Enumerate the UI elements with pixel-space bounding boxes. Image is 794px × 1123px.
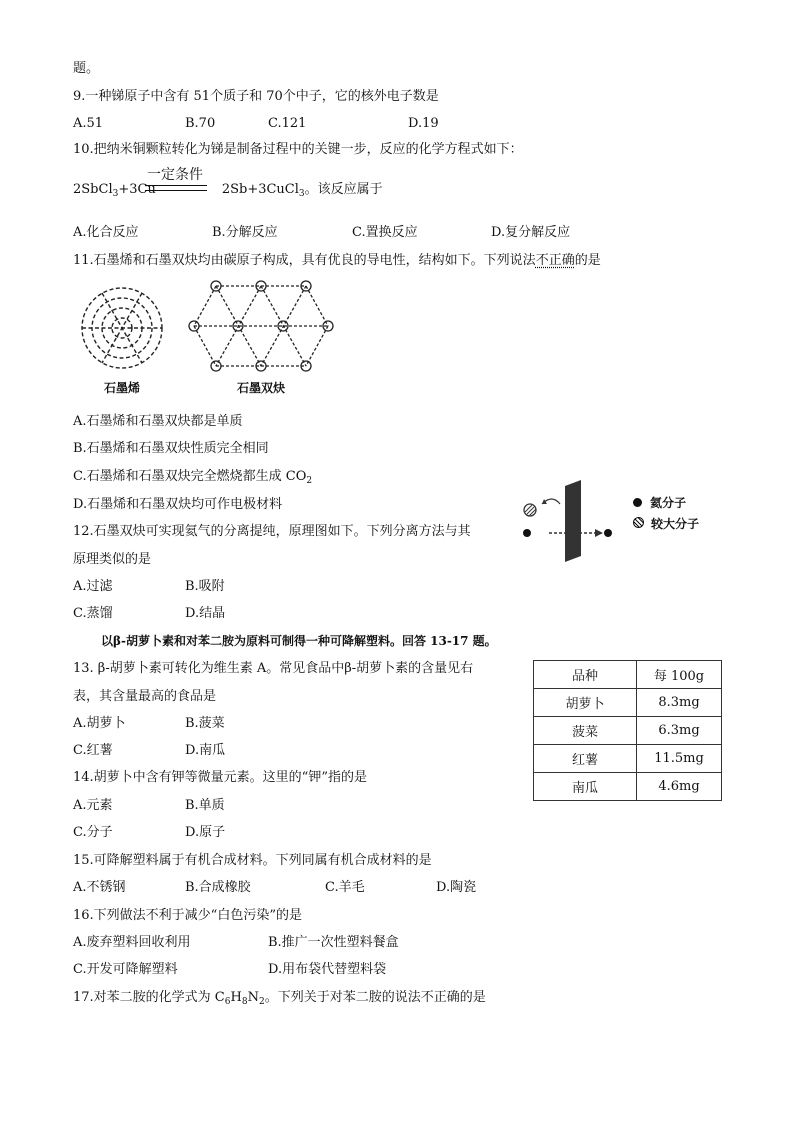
q12-option-c: C.蒸馏 bbox=[73, 606, 113, 621]
q9-option-c: C.121 bbox=[268, 116, 307, 131]
reaction-equation bbox=[73, 181, 383, 203]
q16-option-d: D.用布袋代替塑料袋 bbox=[268, 962, 387, 977]
table-header-row bbox=[534, 661, 722, 689]
section-intro: 以β-胡萝卜素和对苯二胺为原料可制得一种可降解塑料。回答 13-17 题。 bbox=[101, 634, 497, 648]
q12-stem-line2: 原理类似的是 bbox=[73, 552, 152, 567]
table-cell-amount: 6.3mg bbox=[637, 717, 722, 745]
table-cell-food: 胡萝卜 bbox=[534, 689, 637, 717]
q15-stem: 15.可降解塑料属于有机合成材料。下列同属有机合成材料的是 bbox=[73, 853, 432, 868]
graphene-label: 石墨烯 bbox=[103, 381, 141, 395]
q16-option-b: B.推广一次性塑料餐盒 bbox=[268, 935, 399, 950]
q14-option-c: C.分子 bbox=[73, 825, 113, 840]
legend-helium: 氦分子 bbox=[633, 494, 686, 511]
helium-molecule-passed-icon bbox=[604, 529, 612, 537]
table-cell-food: 南瓜 bbox=[534, 773, 637, 801]
table-cell-food: 菠菜 bbox=[534, 717, 637, 745]
graphdiyne-lattice-icon bbox=[189, 281, 333, 371]
q14-option-a: A.元素 bbox=[73, 798, 113, 813]
graphene-lattice-icon bbox=[82, 288, 162, 368]
q9-stem: 9.一种锑原子中含有 51个质子和 70个中子，它的核外电子数是 bbox=[73, 89, 439, 104]
q11-option-a: A.石墨烯和石墨双炔都是单质 bbox=[73, 414, 243, 429]
table-row bbox=[534, 745, 722, 773]
helium-molecule-icon bbox=[523, 529, 531, 537]
separation-diagram bbox=[515, 476, 615, 566]
q12-option-d: D.结晶 bbox=[185, 606, 226, 621]
reaction-condition: 一定条件 bbox=[147, 167, 203, 183]
q16-stem: 16.下列做法不利于减少“白色污染”的是 bbox=[73, 908, 302, 923]
q13-option-c: C.红薯 bbox=[73, 743, 113, 758]
table-cell-food: 红薯 bbox=[534, 745, 637, 773]
q10-option-d: D.复分解反应 bbox=[491, 225, 571, 240]
q11-option-d: D.石墨烯和石墨双炔均可作电极材料 bbox=[73, 497, 283, 512]
table-row bbox=[534, 773, 722, 801]
header-fragment: 题。 bbox=[73, 61, 100, 76]
reactants: 2SbCl$_3$+3Cu bbox=[73, 182, 156, 199]
q15-option-d: D.陶瓷 bbox=[436, 880, 477, 895]
table-header-cell: 每 100g bbox=[637, 661, 722, 689]
legend-helium-icon bbox=[633, 498, 642, 507]
q12-option-a: A.过滤 bbox=[73, 579, 113, 594]
beta-carotene-table bbox=[533, 660, 722, 801]
q14-option-d: D.原子 bbox=[185, 825, 226, 840]
legend-large: 较大分子 bbox=[633, 515, 699, 532]
table-cell-amount: 11.5mg bbox=[637, 745, 722, 773]
q13-stem-line2: 表，其含量最高的食品是 bbox=[73, 689, 217, 704]
q16-option-c: C.开发可降解塑料 bbox=[73, 962, 178, 977]
graphene-figure bbox=[70, 282, 175, 397]
q10-option-b: B.分解反应 bbox=[212, 225, 278, 240]
q14-option-b: B.单质 bbox=[185, 798, 225, 813]
q13-option-b: B.菠菜 bbox=[185, 716, 225, 731]
q17-stem: 17.对苯二胺的化学式为 $C_6H_8N_2$。下列关于对苯二胺的说法不正确的是 bbox=[73, 990, 486, 1007]
graphdiyne-figure bbox=[186, 278, 336, 398]
table-cell-amount: 8.3mg bbox=[637, 689, 722, 717]
q15-option-a: A.不锈钢 bbox=[73, 880, 126, 895]
q10-option-a: A.化合反应 bbox=[73, 225, 139, 240]
q13-stem-line1: 13. β-胡萝卜素可转化为维生素 A。常见食品中β-胡萝卜素的含量见右 bbox=[73, 661, 474, 676]
q15-option-c: C.羊毛 bbox=[325, 880, 365, 895]
large-molecule-icon bbox=[524, 504, 536, 516]
q15-option-b: B.合成橡胶 bbox=[185, 880, 251, 895]
table-row bbox=[534, 717, 722, 745]
q9-option-b: B.70 bbox=[185, 116, 216, 131]
q12-stem-line1: 12.石墨双炔可实现氦气的分离提纯，原理图如下。下列分离方法与其 bbox=[73, 524, 471, 539]
q13-option-a: A.胡萝卜 bbox=[73, 716, 126, 731]
q11-option-c: C.石墨烯和石墨双炔完全燃烧都生成 $CO_2$ bbox=[73, 469, 313, 486]
q11-stem: 11.石墨烯和石墨双炔均由碳原子构成，具有优良的导电性，结构如下。下列说法不正确的是 bbox=[73, 253, 601, 268]
q14-stem: 14.胡萝卜中含有钾等微量元素。这里的“钾”指的是 bbox=[73, 770, 367, 785]
q10-option-c: C.置换反应 bbox=[352, 225, 418, 240]
table-row bbox=[534, 689, 722, 717]
q11-option-b: B.石墨烯和石墨双炔性质完全相同 bbox=[73, 441, 269, 456]
membrane-icon bbox=[565, 480, 581, 562]
table-header-cell: 品种 bbox=[534, 661, 637, 689]
q16-option-a: A.废弃塑料回收利用 bbox=[73, 935, 191, 950]
q10-stem: 10.把纳米铜颗粒转化为锑是制备过程中的关键一步，反应的化学方程式如下： bbox=[73, 142, 523, 157]
q12-option-b: B.吸附 bbox=[185, 579, 225, 594]
q9-option-d: D.19 bbox=[408, 116, 439, 131]
legend-large-icon bbox=[633, 517, 644, 528]
graphdiyne-label: 石墨双炔 bbox=[236, 381, 286, 395]
table-cell-amount: 4.6mg bbox=[637, 773, 722, 801]
q13-option-d: D.南瓜 bbox=[185, 743, 226, 758]
products: 2Sb+3CuCl$_3$。该反应属于 bbox=[221, 182, 383, 199]
q9-option-a: A.51 bbox=[73, 116, 104, 131]
